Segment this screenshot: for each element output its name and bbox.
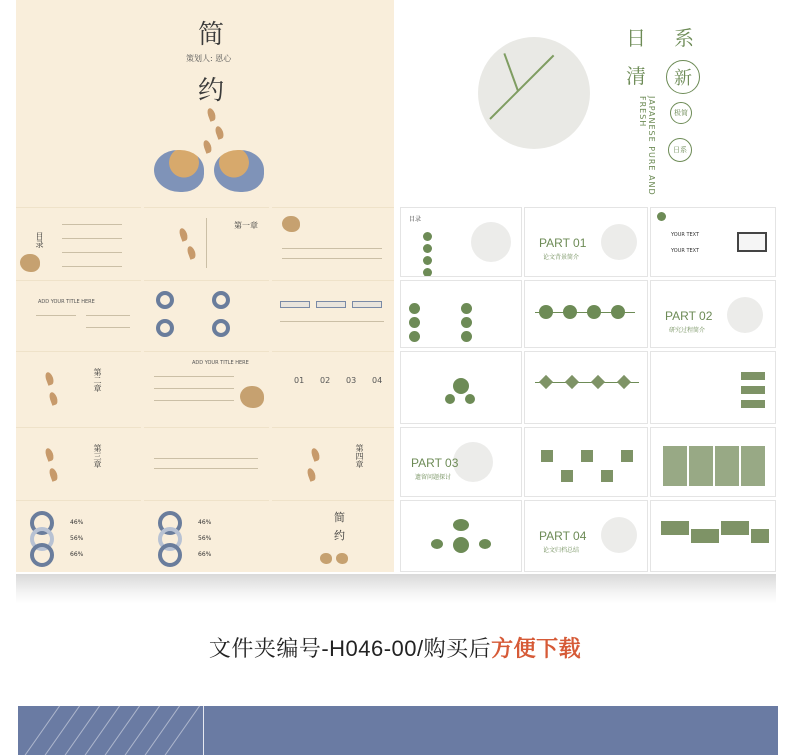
part-03-subtitle: 遗留问题探讨	[415, 474, 452, 481]
part-04-subtitle: 论文归档总结	[543, 547, 580, 554]
cover-slide	[16, 0, 394, 207]
number-label: 02	[320, 376, 331, 385]
percent-label: 56%	[198, 535, 212, 542]
leaf-icon	[44, 371, 55, 386]
percent-rings-slide	[144, 500, 269, 572]
bird-illustration	[214, 150, 264, 192]
ending-slide	[272, 500, 394, 572]
green-template-preview	[398, 0, 776, 572]
toc-slide	[400, 207, 522, 277]
number-label: 03	[346, 376, 357, 385]
ending-title-top: 简	[334, 511, 345, 524]
part-02-subtitle: 研究过程简介	[669, 327, 706, 334]
part-02-slide	[650, 280, 776, 348]
tree-diagram-slide	[524, 427, 648, 497]
percent-label: 46%	[198, 519, 212, 526]
part-01-title: PART 01	[539, 236, 587, 250]
bird-illustration	[154, 150, 204, 192]
donut-chart-icon	[212, 319, 230, 337]
icon-list-slide	[400, 280, 522, 348]
part-03-slide	[400, 427, 522, 497]
arrow-flow-slide	[650, 351, 776, 424]
step-flow-slide	[650, 500, 776, 572]
preview-shadow	[16, 574, 776, 604]
cover-char-ri: 日	[626, 26, 646, 50]
title-text-slide	[16, 280, 141, 348]
leaf-icon	[306, 467, 317, 482]
bottom-banner	[18, 706, 778, 755]
bird-illustration	[282, 216, 300, 232]
leaf-icon	[48, 391, 59, 406]
japanese-cover-slide	[398, 0, 776, 205]
number-label: 04	[372, 376, 383, 385]
chapter-four-slide	[272, 427, 394, 497]
chapter-one-title: 第一章	[234, 221, 258, 230]
part-04-slide	[524, 500, 648, 572]
part-01-slide	[524, 207, 648, 277]
slide-heading: ADD YOUR TITLE HERE	[38, 299, 95, 305]
leaf-icon	[44, 447, 55, 462]
percent-label: 66%	[70, 551, 84, 558]
donut-chart-icon	[212, 291, 230, 309]
four-column-slide	[650, 427, 776, 497]
percent-rings-slide	[16, 500, 141, 572]
file-number-caption	[0, 632, 790, 663]
numbered-slide	[272, 351, 394, 424]
cover-jianyue-badge: 极简	[670, 102, 692, 124]
cover-title-top: 简	[198, 20, 225, 50]
chapter-three-slide	[16, 427, 141, 497]
percent-label: 46%	[70, 519, 84, 526]
leaf-icon	[178, 227, 189, 242]
leaf-icon	[214, 125, 225, 140]
caption-prefix: 文件夹编号-H046-00/购买后	[208, 636, 492, 661]
diamond-process-slide	[524, 351, 648, 424]
cover-char-xi: 系	[674, 26, 694, 50]
bird-illustration	[240, 386, 264, 408]
chapter-one-slide	[144, 207, 269, 277]
chapter-two-slide	[16, 351, 141, 424]
toc-title: 目录	[409, 216, 422, 223]
number-label: 01	[294, 376, 305, 385]
toc-title: 目录	[35, 232, 44, 248]
part-02-title: PART 02	[665, 309, 713, 323]
device-text-slide	[650, 207, 776, 277]
bird-illustration	[336, 553, 348, 564]
caption-highlight: 方便下载	[491, 636, 582, 661]
icon-row-slide	[524, 280, 648, 348]
leaf-icon	[202, 139, 213, 154]
percent-label: 56%	[70, 535, 84, 542]
cover-rixi-badge: 日系	[668, 138, 692, 162]
leaf-icon	[48, 467, 59, 482]
chapter-two-title: 第二章	[93, 368, 102, 392]
text-label: YOUR TEXT	[671, 248, 700, 254]
timeline-slide	[144, 427, 269, 497]
leaf-icon	[186, 245, 197, 260]
bird-illustration	[320, 553, 332, 564]
cover-english-subtitle: JAPANESE PURE AND FRESH	[638, 96, 656, 196]
monitor-icon	[737, 232, 767, 252]
donut-stats-slide	[144, 280, 269, 348]
grey-circle-decoration	[478, 37, 590, 149]
cover-author: 策划人: 恩心	[186, 54, 232, 63]
part-03-title: PART 03	[411, 456, 459, 470]
ending-title-bottom: 约	[334, 529, 345, 542]
part-01-subtitle: 论文背景简介	[543, 254, 580, 261]
text-label: YOUR TEXT	[671, 232, 700, 238]
bullet-list-slide	[144, 351, 269, 424]
cover-title-bottom: 约	[198, 76, 225, 106]
cloud-diagram-slide	[400, 500, 522, 572]
cover-char-qing: 清	[626, 64, 646, 88]
donut-chart-icon	[156, 319, 174, 337]
cover-char-xin: 新	[666, 60, 700, 94]
content-slide	[272, 207, 394, 277]
percent-label: 66%	[198, 551, 212, 558]
chapter-three-title: 第三章	[93, 444, 102, 468]
bird-illustration	[20, 254, 40, 272]
beige-template-preview	[16, 0, 394, 572]
slide-heading: ADD YOUR TITLE HERE	[192, 360, 249, 366]
process-arrow-slide	[272, 280, 394, 348]
pencil-diagram-slide	[400, 351, 522, 424]
chapter-four-title: 第四章	[355, 444, 364, 468]
toc-slide	[16, 207, 141, 277]
donut-chart-icon	[156, 291, 174, 309]
leaf-icon	[310, 447, 321, 462]
part-04-title: PART 04	[539, 529, 587, 543]
banner-divider	[203, 706, 204, 755]
leaf-icon	[206, 107, 217, 122]
